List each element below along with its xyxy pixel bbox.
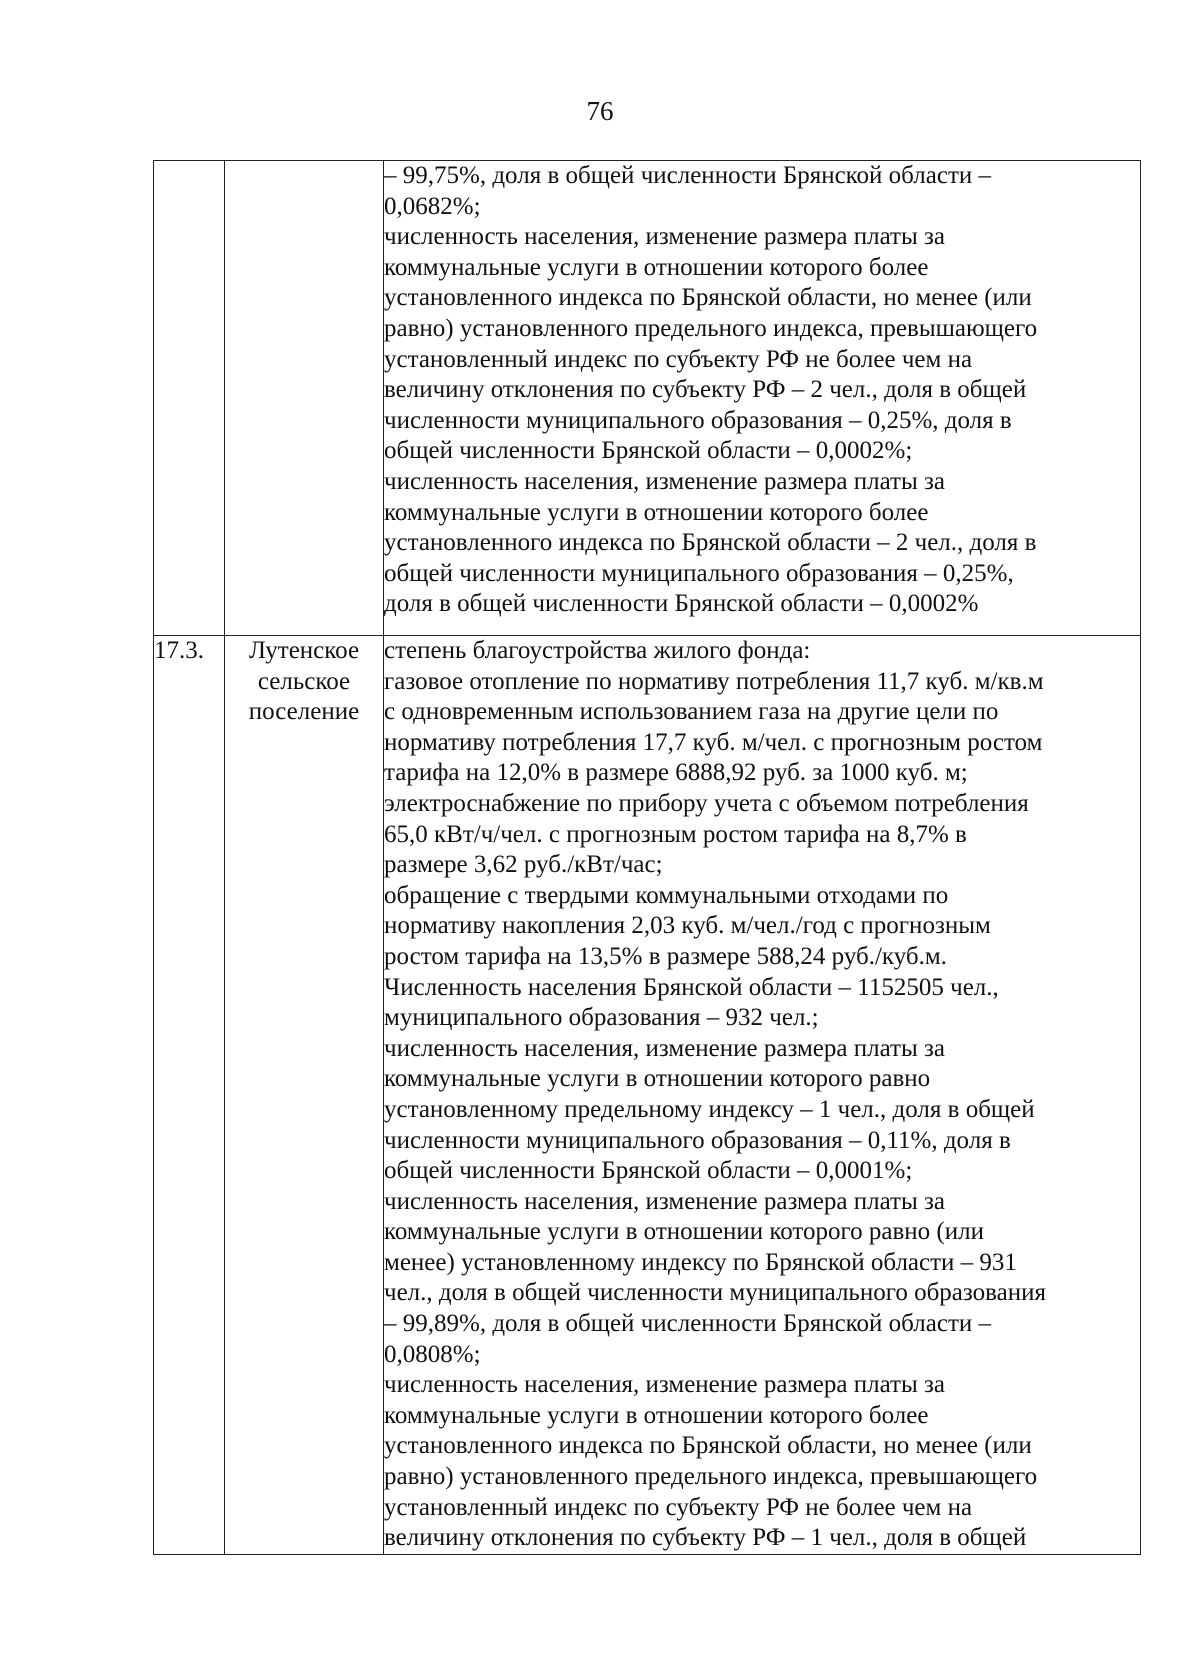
description-line: равно) установленного предельного индекса, превышающего: [384, 314, 1038, 342]
table-row: [154, 636, 1141, 1555]
table-row: [154, 161, 1141, 636]
description-line: величину отклонения по субъекту РФ – 1 чел., доля в общей: [384, 1524, 1027, 1552]
description-line: ростом тарифа на 13,5% в размере 588,24 руб./куб.м.: [384, 942, 947, 970]
description-line: численности муниципального образования – 0,11%, доля в: [384, 1126, 1011, 1154]
document-table: [153, 160, 1141, 1555]
municipality-name-line: сельское: [257, 667, 351, 695]
description-line: электроснабжение по прибору учета с объемом потребления: [384, 789, 1029, 817]
description-line: численность населения, изменение размера платы за: [384, 467, 945, 495]
row-number-cell: [154, 636, 225, 1555]
description-line: обращение с твердыми коммунальными отходами по: [384, 881, 949, 909]
description-line: размере 3,62 руб./кВт/час;: [384, 851, 663, 879]
description-line: коммунальные услуги в отношении которого равно: [384, 1065, 931, 1093]
description-line: численность населения, изменение размера платы за: [384, 223, 945, 251]
description-line: с одновременным использованием газа на другие цели по: [384, 698, 999, 726]
description-line: установленного индекса по Брянской области – 2 чел., доля в: [384, 529, 1037, 557]
description-line: нормативу накопления 2,03 куб. м/чел./год с прогнозным: [384, 912, 991, 940]
description-line: численности муниципального образования – 0,25%, доля в: [384, 406, 1012, 434]
description-line: муниципального образования – 932 чел.;: [384, 1004, 819, 1032]
description-line: нормативу потребления 17,7 куб. м/чел. с прогнозным ростом: [384, 728, 1043, 756]
description-line: коммунальные услуги в отношении которого более: [384, 498, 929, 526]
description-line: общей численности муниципального образования – 0,25%,: [384, 559, 1014, 587]
row-number: 17.3.: [154, 637, 204, 664]
description-line: коммунальные услуги в отношении которого более: [384, 253, 929, 281]
description-line: общей численности Брянской области – 0,0001%;: [384, 1157, 913, 1185]
description-line: равно) установленного предельного индекса, превышающего: [384, 1463, 1038, 1491]
row-number-cell: [154, 161, 225, 636]
municipality-name-line: поселение: [248, 698, 360, 726]
description-line: общей численности Брянской области – 0,0002%;: [384, 437, 913, 465]
description-line: степень благоустройства жилого фонда:: [384, 637, 811, 664]
description-line: 0,0808%;: [384, 1340, 481, 1368]
municipality-name-cell: [225, 161, 384, 636]
page-number: 76: [586, 96, 614, 126]
description-line: установленному предельному индексу – 1 чел., доля в общей: [384, 1095, 1035, 1123]
description-line: установленный индекс по субъекту РФ не более чем на: [384, 345, 973, 373]
description-line: установленного индекса по Брянской области, но менее (или: [384, 284, 1032, 312]
description-cell: [384, 636, 1141, 1555]
description-line: величину отклонения по субъекту РФ – 2 чел., доля в общей: [384, 376, 1027, 404]
description-line: коммунальные услуги в отношении которого более: [384, 1401, 929, 1429]
description-line: коммунальные услуги в отношении которого равно (или: [384, 1218, 984, 1246]
description-line: численность населения, изменение размера платы за: [384, 1187, 945, 1215]
description-line: установленный индекс по субъекту РФ не более чем на: [384, 1493, 973, 1521]
description-line: 65,0 кВт/ч/чел. с прогнозным ростом тарифа на 8,7% в: [384, 820, 967, 848]
description-line: чел., доля в общей численности муниципального образования: [384, 1279, 1046, 1307]
description-line: газовое отопление по нормативу потребления 11,7 куб. м/кв.м: [384, 667, 1044, 695]
description-line: доля в общей численности Брянской области – 0,0002%: [384, 590, 979, 618]
description-line: менее) установленному индексу по Брянской области – 931: [384, 1248, 1017, 1276]
municipality-name-cell: [225, 636, 384, 1555]
description-line: Численность населения Брянской области – 1152505 чел.,: [384, 973, 999, 1001]
municipality-name-line: Лутенское: [248, 637, 360, 664]
description-line: – 99,89%, доля в общей численности Брянской области –: [384, 1310, 991, 1338]
description-line: – 99,75%, доля в общей численности Брянской области –: [384, 162, 991, 189]
description-line: установленного индекса по Брянской области, но менее (или: [384, 1432, 1032, 1460]
description-cell: [384, 161, 1141, 636]
description-line: тарифа на 12,0% в размере 6888,92 руб. за 1000 куб. м;: [384, 759, 968, 787]
description-line: 0,0682%;: [384, 192, 481, 220]
table-body: [154, 161, 1141, 1555]
description-line: численность населения, изменение размера платы за: [384, 1371, 945, 1399]
description-line: численность населения, изменение размера платы за: [384, 1034, 945, 1062]
